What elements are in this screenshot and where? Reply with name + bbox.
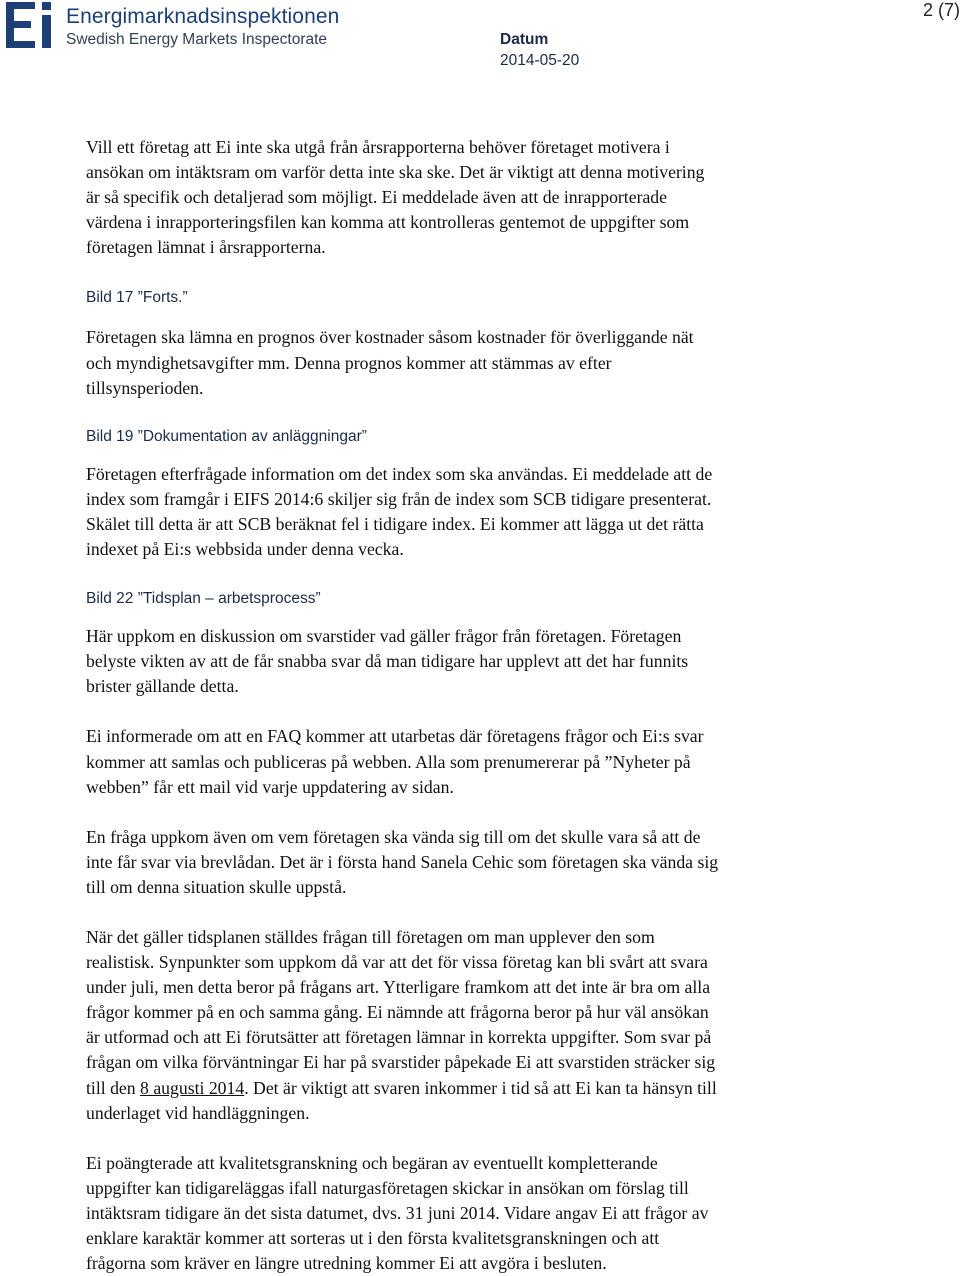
date-block	[500, 29, 579, 71]
paragraph-7	[86, 925, 846, 1126]
paragraph-1: Vill ett företag att Ei inte ska utgå från årsrapporterna behöver företaget motivera i ansökan om intäktsram om varför detta inte ska ske. Det är viktigt att denna motivering är så specifik och detaljerad som möjligt. Ei meddelade även att de inrapporterade värdena i inrapporteringsfilen kan komma att kontrolleras gentemot de uppgifter som företagen lämnat i årsrapporterna.	[86, 137, 705, 258]
org-name-swedish: Energimarknadsinspektionen	[66, 5, 340, 28]
page-header	[0, 0, 960, 70]
paragraph-7-part-b: . Det är viktigt att svaren inkommer i tid så att Ei kan ta hänsyn till underlaget vid handläggningen.	[86, 1077, 717, 1123]
document-body	[86, 135, 846, 1276]
paragraph-2: Företagen ska lämna en prognos över kostnader såsom kostnader för överliggande nät och myndighetsavgifter mm. Denna prognos kommer att stämmas av efter tillsynsperioden.	[86, 327, 694, 398]
paragraph-6: En fråga uppkom även om vem företagen ska vända sig till om det skulle vara så att de inte får svar via brevlådan. Det är i första hand Sanela Cehic som företagen ska vända sig till om denna situation skulle uppstå.	[86, 826, 719, 897]
paragraph-3: Företagen efterfrågade information om det index som ska användas. Ei meddelade att de index som framgår i EIFS 2014:6 skiljer sig från de index som SCB tidigare presenterat. Skälet till detta är att SCB beräknat fel i tidigare index. Ei kommer att lägga ut det rätta indexet på Ei:s webbsida under denna vecka.	[86, 463, 713, 560]
heading-bild-19: Bild 19 ”Dokumentation av anläggningar”	[86, 427, 367, 445]
paragraph-5: Ei informerade om att en FAQ kommer att utarbetas där företagens frågor och Ei:s svar kommer att samlas och publiceras på webben. Alla som prenumererar på ”Nyheter på webben” får ett mail vid varje uppdatering av sidan.	[86, 726, 704, 797]
heading-bild-22: Bild 22 ”Tidsplan – arbetsprocess”	[86, 590, 321, 608]
paragraph-7-part-a: När det gäller tidsplanen ställdes frågan till företagen om man upplever den som realistisk. Synpunkter som uppkom då var att det för vissa företag kan bli svårt att svara under juli, men detta beror på frågans art. Ytterligare framkom att det inte är bra om alla frågor kommer på en och samma gång. Ei nämnde att frågorna beror på hur väl ansökan är utformad och att Ei förutsätter att företagen lämnar in korrekta uppgifter. Som svar på frågan om vilka förväntningar Ei har på svarstider påpekade Ei att svarstiden sträcker sig till den	[86, 926, 716, 1098]
paragraph-4: Här uppkom en diskussion om svarstider vad gäller frågor från företagen. Företagen belyste vikten av att de får snabba svar då man tidigare har upplevt att det har funnits brister gällande detta.	[86, 626, 689, 697]
date-value: 2014-05-20	[500, 52, 580, 69]
page-number: 2 (7)	[922, 0, 960, 20]
heading-bild-17: Bild 17 ”Forts.”	[86, 289, 188, 307]
organization-name	[66, 4, 339, 50]
org-name-english: Swedish Energy Markets Inspectorate	[66, 31, 328, 48]
paragraph-8: Ei poängterade att kvalitetsgranskning och begäran av eventuellt kompletterande uppgifter kan tidigareläggas ifall naturgasföretagen skickar in ansökan om förslag till intäktsram tidigare än det sista datumet, dvs. 31 juni 2014. Vidare angav Ei att frågor av enklare karaktär kommer att sorteras ut i den första kvalitetsgranskningen och att frågorna som kräver en längre utredning kommer Ei att avgöra i besluten.	[86, 1152, 709, 1274]
date-label: Datum	[500, 31, 549, 48]
deadline-date: 8 augusti 2014	[140, 1077, 245, 1098]
ei-logo	[6, 2, 58, 48]
